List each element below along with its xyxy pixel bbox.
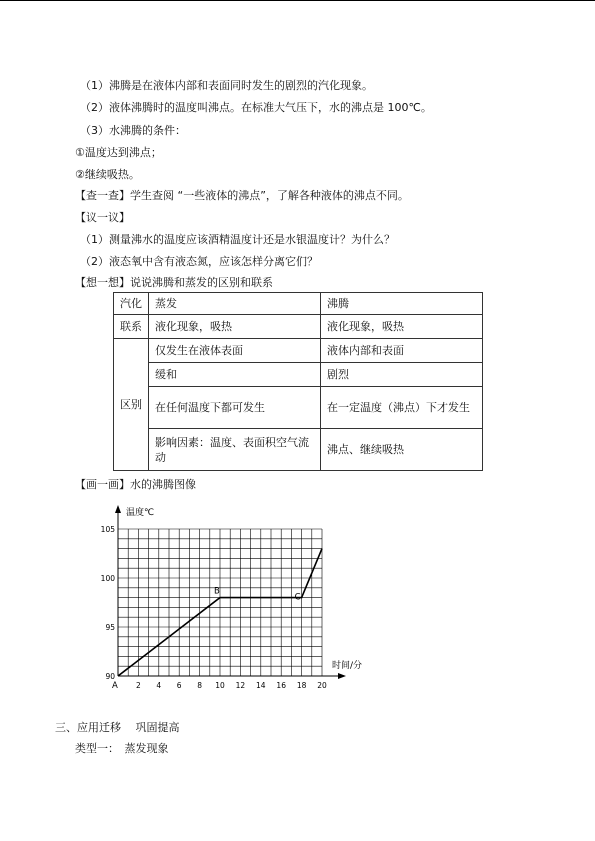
table-row	[114, 315, 483, 339]
table-cell: 仅发生在液体表面	[149, 339, 321, 363]
text-line: 【查一查】学生查阅 “一些液体的沸点”，了解各种液体的沸点不同。	[75, 189, 409, 202]
x-tick-label: 4	[156, 681, 162, 690]
text-line: 【议一议】	[75, 211, 130, 224]
table-cell: 液体内部和表面	[321, 339, 483, 363]
text-line: 【画一画】水的沸腾图像	[75, 478, 196, 491]
text-line: ①温度达到沸点；	[75, 146, 162, 159]
text-line: 类型一： 蒸发现象	[75, 742, 169, 755]
x-tick-label: 14	[256, 681, 266, 690]
x-tick-label: 8	[197, 681, 202, 690]
y-axis-arrow	[115, 505, 121, 513]
y-tick-label: 95	[105, 623, 115, 632]
text-line: （3）水沸腾的条件：	[80, 124, 186, 137]
x-tick-label: 10	[215, 681, 225, 690]
comparison-table	[113, 292, 483, 471]
point-label-b: B	[214, 586, 220, 597]
section-heading: 三、应用迁移 巩固提高	[55, 721, 180, 734]
point-label-c: C	[294, 592, 301, 603]
x-tick-label: 6	[176, 681, 182, 690]
x-tick-label: 16	[276, 681, 286, 690]
table-cell: 剧烈	[321, 363, 483, 387]
table-cell: 汽化	[114, 293, 149, 315]
table-row	[114, 429, 483, 471]
table-cell: 联系	[114, 315, 149, 339]
page-top-rule	[0, 0, 595, 1]
text-line: （2）液体沸腾时的温度叫沸点。在标准大气压下，水的沸点是 100℃。	[80, 101, 432, 114]
y-axis-label: 温度℃	[126, 508, 155, 518]
x-tick-label: 2	[136, 681, 141, 690]
table-row	[114, 387, 483, 429]
table-cell: 区别	[114, 339, 149, 471]
table-row	[114, 339, 483, 363]
y-tick-label: 90	[105, 672, 115, 681]
x-tick-label: 20	[317, 681, 327, 690]
table-cell: 沸腾	[321, 293, 483, 315]
table-cell: 在一定温度（沸点）下才发生	[321, 387, 483, 429]
x-axis-arrow	[338, 673, 346, 679]
table-cell: 液化现象，吸热	[321, 315, 483, 339]
table-cell: 在任何温度下都可发生	[149, 387, 321, 429]
point-label-a: A	[112, 681, 118, 691]
table-cell: 缓和	[149, 363, 321, 387]
x-tick-label: 12	[235, 681, 246, 690]
table-cell: 沸点、继续吸热	[321, 429, 483, 471]
text-line: ②继续吸热。	[75, 168, 140, 181]
text-line: 【想一想】说说沸腾和蒸发的区别和联系	[75, 276, 273, 289]
text-line: （1）测量沸水的温度应该酒精温度计还是水银温度计？为什么？	[80, 233, 395, 246]
table-cell: 影响因素：温度、表面积空气流动	[149, 429, 321, 471]
table-cell: 蒸发	[149, 293, 321, 315]
text-line: （1）沸腾是在液体内部和表面同时发生的剧烈的汽化现象。	[80, 79, 373, 92]
table-row	[114, 293, 483, 315]
table-cell: 液化现象，吸热	[149, 315, 321, 339]
y-tick-label: 105	[100, 525, 115, 534]
x-tick-label: 18	[296, 681, 307, 690]
y-tick-label: 100	[100, 574, 115, 583]
boiling-chart	[100, 505, 363, 691]
chart-grid	[118, 529, 322, 676]
text-line: （2）液态氧中含有液态氮，应该怎样分离它们？	[80, 255, 318, 268]
x-axis-label: 时间/分	[332, 661, 363, 671]
table-row	[114, 363, 483, 387]
